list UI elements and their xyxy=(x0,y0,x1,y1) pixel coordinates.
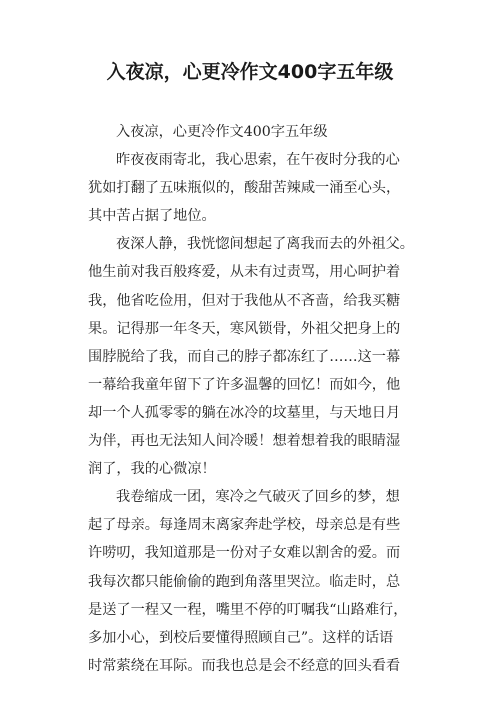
text-line: 昨夜夜雨寄北，我心思索，在午夜时分我的心 xyxy=(116,152,400,169)
text-line: 多加小心，到校后要懂得照顾自己”。这样的话语 xyxy=(88,629,394,646)
text-line: 我卷缩成一团，寒冷之气破灭了回乡的梦，想 xyxy=(116,489,400,506)
text-line: 起了母亲。每逢周末离家奔赴学校，母亲总是有些 xyxy=(88,517,401,534)
text-line: 夜深人静，我恍惚间想起了离我而去的外祖父。 xyxy=(116,236,414,253)
text-line: 为伴，再也无法知人间冷暖！想着想着我的眼睛湿 xyxy=(88,433,401,450)
text-line: 其中苦占据了地位。 xyxy=(88,208,216,225)
text-line: 入夜凉，心更冷作文400字五年级 xyxy=(116,124,328,140)
text-line: 我，他省吃俭用，但对于我他从不吝啬，给我买糖 xyxy=(88,292,401,309)
document-body xyxy=(88,118,424,680)
text-line: 他生前对我百般疼爱，从未有过责骂，用心呵护着 xyxy=(88,264,401,281)
text-line: 润了，我的心微凉！ xyxy=(88,461,216,478)
text-line: 许唠叨，我知道那是一份对子女难以割舍的爱。而 xyxy=(88,545,401,562)
document-title: 入夜凉，心更冷作文400字五年级 xyxy=(106,61,394,83)
text-line: 果。记得那一年冬天，寒风锁骨，外祖父把身上的 xyxy=(88,320,401,337)
text-line: 一幕给我童年留下了许多温馨的回忆！而如今，他 xyxy=(88,376,401,393)
text-line: 是送了一程又一程，嘴里不停的叮嘱我“山路难行， xyxy=(88,601,408,618)
text-line: 犹如打翻了五味瓶似的，酸甜苦辣咸一涌至心头， xyxy=(88,180,401,197)
text-line: 我每次都只能偷偷的跑到角落里哭泣。临走时，总 xyxy=(88,573,401,590)
text-line: 围脖脱给了我，而自己的脖子都冻红了……这一幕 xyxy=(88,348,401,365)
text-line: 却一个人孤零零的躺在冰冷的坟墓里，与天地日月 xyxy=(88,404,401,421)
text-line: 时常萦绕在耳际。而我也总是会不经意的回头看看 xyxy=(88,657,401,674)
